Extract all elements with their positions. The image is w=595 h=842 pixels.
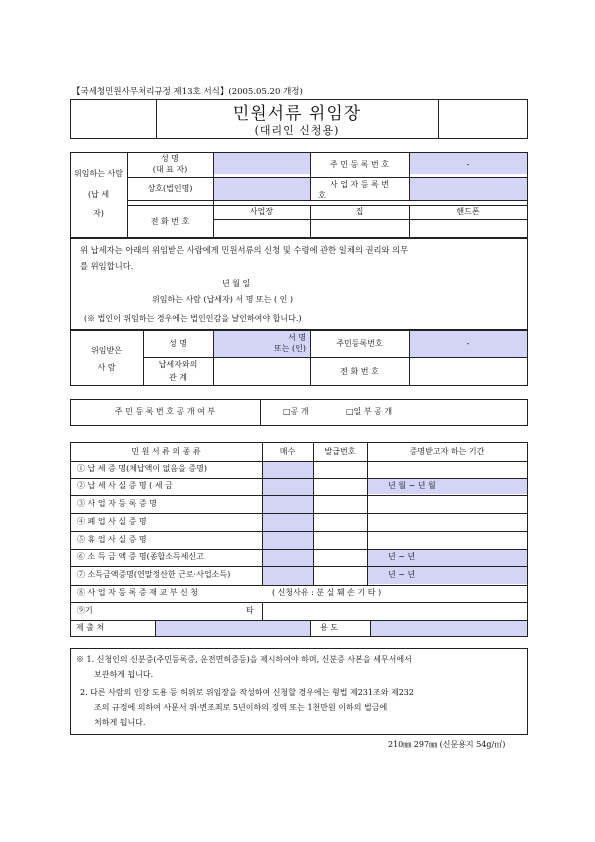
disclosure-partial-checkbox[interactable]: □일 부 공 개 xyxy=(346,407,393,416)
delegator-company-field[interactable] xyxy=(213,178,310,200)
delegate-sign-label-2: 또는 (인) xyxy=(274,344,306,353)
reissue-reason: ( 신청사유 : 분 실 훼 손 기 타 ) xyxy=(272,588,382,597)
delegator-name-label: 성 명 xyxy=(161,154,179,163)
delegate-relation-label: 납세자와의 xyxy=(158,360,198,369)
doc-row-period: 년 월 ~ 년 월 xyxy=(388,481,436,490)
delegate-sign-label: 서 명 xyxy=(288,333,306,342)
page-subtitle: (대리인 신청용) xyxy=(254,124,340,137)
delegator-name-label-2: (대 표 자) xyxy=(152,165,188,174)
doc-row-label: ① 납 세 증 명(체납액이 없음을 증명) xyxy=(77,464,207,473)
note-2-line-3: 처하게 됩니다. xyxy=(94,718,146,727)
delegator-name-field[interactable] xyxy=(213,153,310,174)
doc-row-label: ⑥ 소 득 금 액 증 명(종합소득세신고 xyxy=(77,552,204,561)
delegator-bizno-label-2: 호 xyxy=(318,191,326,200)
note-1-line-1: ※ 1. 신청인의 신분증(주민등록증, 운전면허증등)을 제시하여야 하며, 신분증 사본을 세무서에서 xyxy=(76,655,412,664)
delegator-bizno-label: 사 업 자 등 록 번 xyxy=(329,180,390,189)
delegate-relation-label-2: 관 계 xyxy=(169,373,187,382)
doc-header-number: 발급번호 xyxy=(324,447,356,456)
purpose-label: 용 도 xyxy=(320,623,338,632)
delegate-phone-label: 전 화 번 호 xyxy=(340,367,379,376)
regulation-reference: 【국세청민원사무처리규정 제13호 서식】(2005.05.20 개정) xyxy=(72,87,303,97)
doc-header-count: 매수 xyxy=(279,447,296,456)
statement-seal-note: (※ 법인이 위임하는 경우에는 법인인감을 날인하여야 합니다.) xyxy=(84,314,302,323)
delegator-section-label-3: 자) xyxy=(93,209,104,218)
title-divider-right xyxy=(438,99,439,139)
doc-row-label: ⑦ 소득금액증명(연말정산한 근로·사업소득) xyxy=(77,570,231,579)
delegator-bizno-field[interactable] xyxy=(409,178,527,200)
phone-col-mobile: 핸드폰 xyxy=(456,207,480,216)
other-label: ⑨기 xyxy=(77,606,93,615)
delegator-section-label-2: (납 세 xyxy=(87,190,110,199)
note-2-line-1: 2. 다른 사람의 인장 도용 등 허위로 위임장을 작성하여 신청할 경우에는 형법 제231조와 제232 xyxy=(80,688,414,697)
doc-row-label: ④ 폐 업 사 실 증 명 xyxy=(77,517,147,526)
reissue-label: ⑧ 사 업 자 등 록 증 재 교 부 신 청 xyxy=(77,588,198,597)
submit-to-label: 제 출 처 xyxy=(76,623,105,632)
delegator-rrn-label: 주 민 등 록 번 호 xyxy=(329,160,390,169)
doc-row-label: ③ 사 업 자 등 록 증 명 xyxy=(77,499,157,508)
delegate-rrn-value: - xyxy=(466,339,470,348)
delegator-section-label: 위임하는 사람 xyxy=(74,169,123,178)
disclosure-public-checkbox[interactable]: □공 개 xyxy=(283,407,309,416)
disclosure-label: 주 민 등 록 번 호 공 개 여 부 xyxy=(114,407,216,416)
delegator-company-label: 상호(법인명) xyxy=(147,184,193,193)
statement-line-1: 위 납세자는 아래의 위임받은 사람에게 민원서류의 신청 및 수령에 관한 일체의 권리와 의무 xyxy=(80,245,409,255)
statement-date: 년 월 일 xyxy=(222,279,251,288)
phone-col-home: 집 xyxy=(355,207,364,216)
note-1-line-2: 보관하게 됩니다. xyxy=(94,670,154,679)
page-title: 민원서류 위임장 xyxy=(232,103,362,124)
delegate-section-label: 위임받은 xyxy=(91,346,122,355)
delegate-name-label: 성 명 xyxy=(169,339,187,348)
doc-row-period: 년 ~ 년 xyxy=(388,570,416,579)
note-2-line-2: 조의 규정에 의하여 사문서 위·변조죄로 5년이하의 징역 또는 1천만원 이하의 벌금에 xyxy=(94,703,388,712)
doc-row-label: ② 납 세 사 실 증 명 ( 세 금 xyxy=(77,481,173,490)
doc-row-period: 년 ~ 년 xyxy=(388,552,416,561)
statement-signer: 위임하는 사람 (납세자) 서 명 또는 ( 인 ) xyxy=(152,295,294,304)
paper-spec: 210㎜ 297㎜ (신문용지 54g/㎡) xyxy=(388,740,506,749)
doc-header-period: 증명받고자 하는 기간 xyxy=(409,447,485,456)
phone-col-business: 사업장 xyxy=(249,207,274,216)
submit-to-field[interactable] xyxy=(155,620,310,636)
purpose-field[interactable] xyxy=(370,620,527,636)
doc-row-label: ⑤ 휴 업 사 실 증 명 xyxy=(77,535,147,544)
delegator-rrn-value: - xyxy=(466,160,470,169)
doc-header-type: 민 원 서 류 의 종 류 xyxy=(131,447,201,456)
delegator-phone-label: 전 화 번 호 xyxy=(150,217,190,226)
other-label-2: 타 xyxy=(246,606,254,615)
delegate-rrn-label: 주민등록번호 xyxy=(336,339,383,348)
delegate-section-label-2: 사 람 xyxy=(97,363,116,372)
statement-line-2: 를 위임합니다. xyxy=(80,261,134,271)
